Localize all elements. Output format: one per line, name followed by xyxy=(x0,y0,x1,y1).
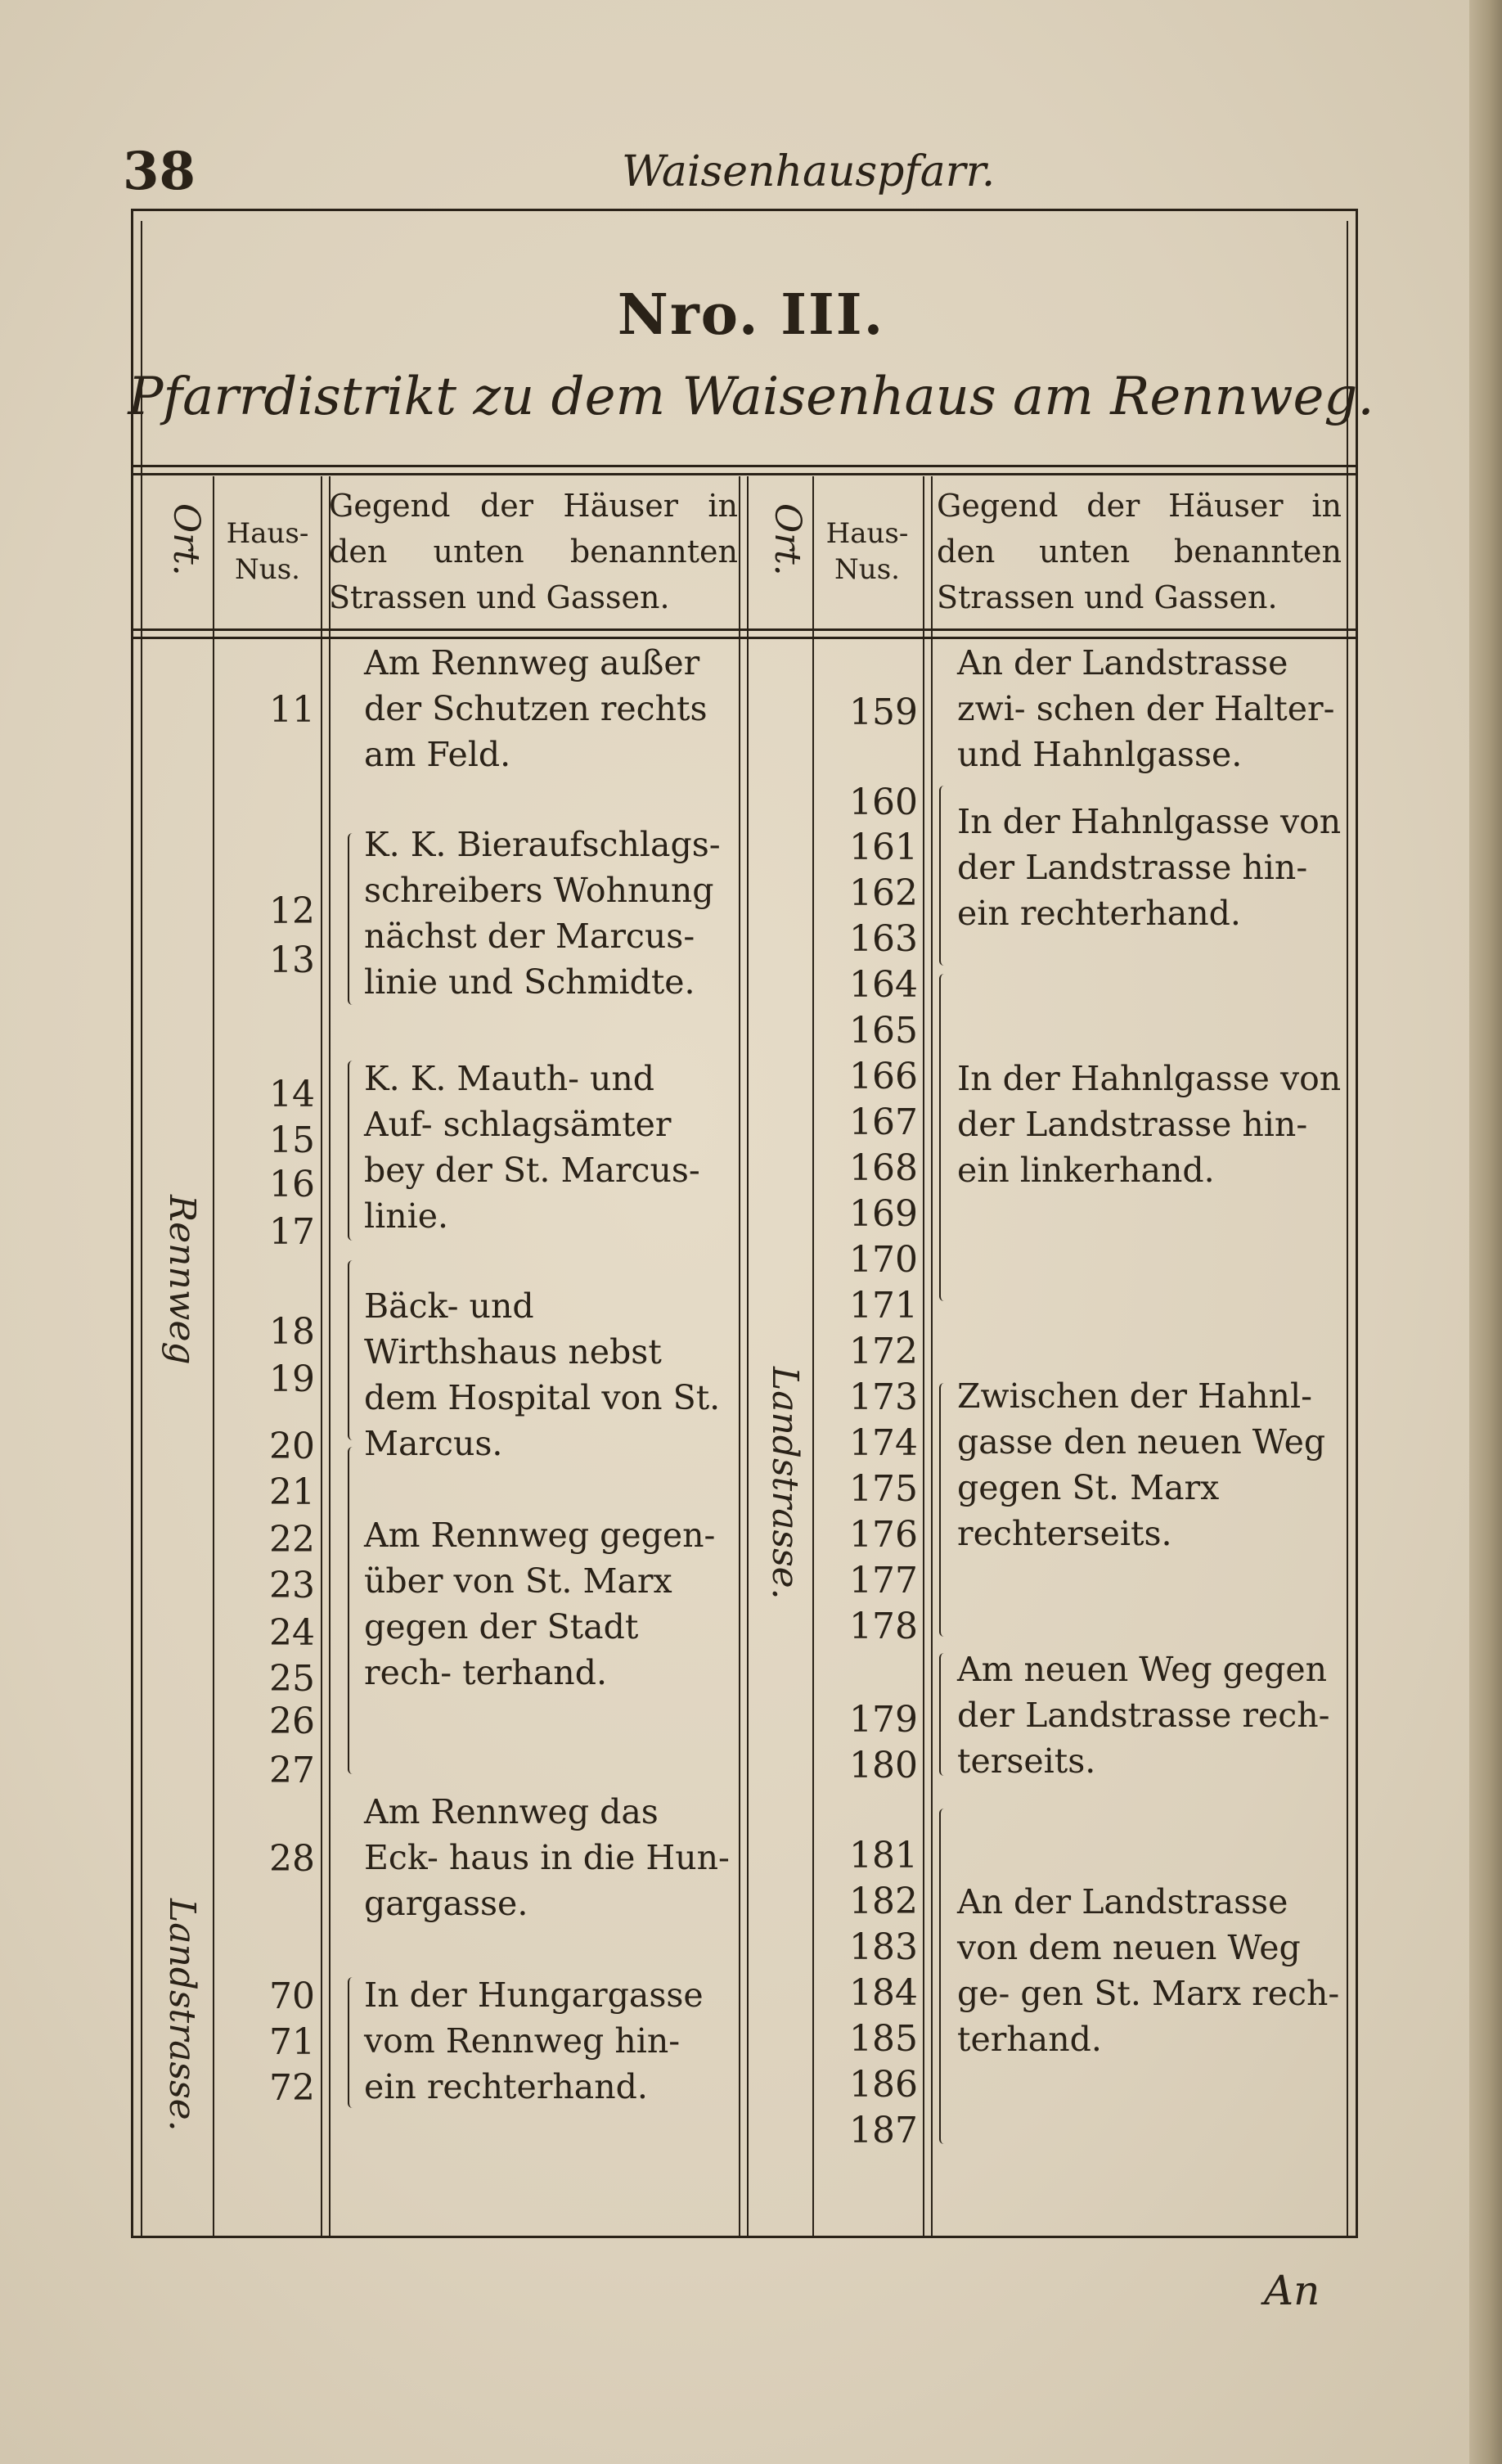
brace xyxy=(939,786,956,966)
house-number: 187 xyxy=(849,2110,918,2151)
house-number: 175 xyxy=(849,1468,918,1510)
description: Bäck- und Wirthshaus nebst dem Hospital von St. Marcus. xyxy=(364,1286,721,1463)
house-number: 181 xyxy=(849,1835,918,1876)
description: K. K. Bieraufschlags- schreibers Wohnung nächst der Marcus- linie und Schmidte. xyxy=(364,825,721,1002)
house-number: 166 xyxy=(849,1056,918,1097)
house-number: 171 xyxy=(849,1285,918,1327)
description: Zwischen der Hahnl- gasse den neuen Weg gegen St. Marx rechterseits. xyxy=(957,1376,1326,1553)
rule-ort-right xyxy=(812,476,814,2236)
house-number: 15 xyxy=(269,1119,315,1161)
house-number: 27 xyxy=(269,1750,315,1791)
brace xyxy=(348,833,364,1005)
description: An der Landstrasse von dem neuen Weg ge- gen St. Marx rech- terhand. xyxy=(957,1882,1340,2059)
col-header-haus-right: Haus- Nus. xyxy=(825,517,909,586)
place-rennweg: Rennweg xyxy=(161,1195,203,1365)
col-header-ort-right: Ort. xyxy=(767,503,808,576)
house-number: 11 xyxy=(269,689,315,731)
house-number: 186 xyxy=(849,2064,918,2106)
place-landstrasse-right: Landstrasse. xyxy=(764,1367,806,1600)
house-number: 179 xyxy=(849,1699,918,1741)
house-number: 174 xyxy=(849,1422,918,1464)
house-number: 170 xyxy=(849,1239,918,1281)
description: Am Rennweg das Eck- haus in die Hun- gargasse. xyxy=(364,1792,730,1923)
house-number: 173 xyxy=(849,1376,918,1418)
house-number: 16 xyxy=(269,1164,315,1205)
house-number: 183 xyxy=(849,1926,918,1968)
house-number: 72 xyxy=(269,2067,315,2109)
house-number: 160 xyxy=(849,782,918,823)
house-number: 13 xyxy=(269,939,315,981)
brace xyxy=(939,974,956,1301)
running-head xyxy=(123,141,1358,214)
house-number: 165 xyxy=(849,1010,918,1052)
house-number: 14 xyxy=(269,1074,315,1115)
description: In der Hungargasse vom Rennweg hin- ein rechterhand. xyxy=(364,1975,704,2106)
house-number: 168 xyxy=(849,1147,918,1189)
col-header-gegend-right: Gegend der Häuser in den unten benannten Strassen und Gassen. xyxy=(937,488,1342,615)
description: In der Hahnlgasse von der Landstrasse hin- ein linkerhand. xyxy=(957,1059,1342,1190)
section-number: Nro. III. xyxy=(617,282,885,348)
brace xyxy=(939,1809,956,2144)
house-number: 167 xyxy=(849,1101,918,1143)
house-number: 180 xyxy=(849,1745,918,1786)
house-number: 28 xyxy=(269,1838,315,1880)
house-number: 20 xyxy=(269,1426,315,1467)
rule-haus-right xyxy=(923,476,933,2236)
col-header-gegend-left: Gegend der Häuser in den unten benannten Strassen und Gassen. xyxy=(329,488,738,615)
brace xyxy=(348,1977,364,2108)
brace xyxy=(939,1383,956,1637)
description: In der Hahnlgasse von der Landstrasse hin- ein rechterhand. xyxy=(957,802,1342,933)
brace xyxy=(348,1061,364,1241)
house-number: 25 xyxy=(269,1658,315,1700)
house-number: 159 xyxy=(849,691,918,733)
house-number: 176 xyxy=(849,1514,918,1556)
brace xyxy=(348,1447,364,1774)
brace xyxy=(348,1260,364,1440)
running-title: Waisenhauspfarr. xyxy=(622,147,996,196)
brace xyxy=(939,1653,956,1776)
house-number: 178 xyxy=(849,1606,918,1647)
description: Am neuen Weg gegen der Landstrasse rech- terseits. xyxy=(957,1650,1330,1781)
description: K. K. Mauth- und Auf- schlagsämter bey der St. Marcus- linie. xyxy=(364,1059,700,1236)
description: Am Rennweg außer der Schutzen rechts am Feld. xyxy=(364,643,708,774)
house-number: 164 xyxy=(849,964,918,1006)
district-title: Pfarrdistrikt zu dem Waisenhaus am Rennweg. xyxy=(128,367,1374,427)
house-number: 184 xyxy=(849,1972,918,2014)
house-number: 22 xyxy=(269,1519,315,1561)
catchword: An xyxy=(1264,2267,1320,2314)
house-number: 21 xyxy=(269,1471,315,1513)
house-number: 162 xyxy=(849,872,918,914)
house-number: 26 xyxy=(269,1700,315,1742)
house-number: 18 xyxy=(269,1311,315,1353)
house-number: 161 xyxy=(849,827,918,868)
rule-mid-left xyxy=(739,476,749,2236)
house-number: 70 xyxy=(269,1975,315,2017)
place-landstrasse-left: Landstrasse. xyxy=(161,1899,203,2132)
house-number: 12 xyxy=(269,890,315,932)
house-number: 23 xyxy=(269,1565,315,1606)
house-number: 163 xyxy=(849,918,918,960)
col-header-ort-left: Ort. xyxy=(165,503,207,576)
house-number: 19 xyxy=(269,1358,315,1400)
description: An der Landstrasse zwi- schen der Halter- und Hahnlgasse. xyxy=(957,643,1335,774)
house-number: 169 xyxy=(849,1193,918,1235)
col-header-haus-left: Haus- Nus. xyxy=(226,517,309,586)
page-number: 38 xyxy=(123,141,196,202)
house-number: 24 xyxy=(269,1612,315,1654)
header-rule-top xyxy=(131,465,1358,467)
rule-haus-left xyxy=(321,476,331,2236)
house-number: 185 xyxy=(849,2018,918,2060)
rule-ort-left xyxy=(213,476,214,2236)
house-number: 17 xyxy=(269,1211,315,1253)
house-number: 172 xyxy=(849,1331,918,1372)
description: Am Rennweg gegen- über von St. Marx gegen der Stadt rech- terhand. xyxy=(364,1516,716,1692)
house-number: 177 xyxy=(849,1560,918,1601)
house-number: 71 xyxy=(269,2021,315,2063)
house-number: 182 xyxy=(849,1881,918,1922)
header-rule-top-2 xyxy=(131,473,1358,475)
